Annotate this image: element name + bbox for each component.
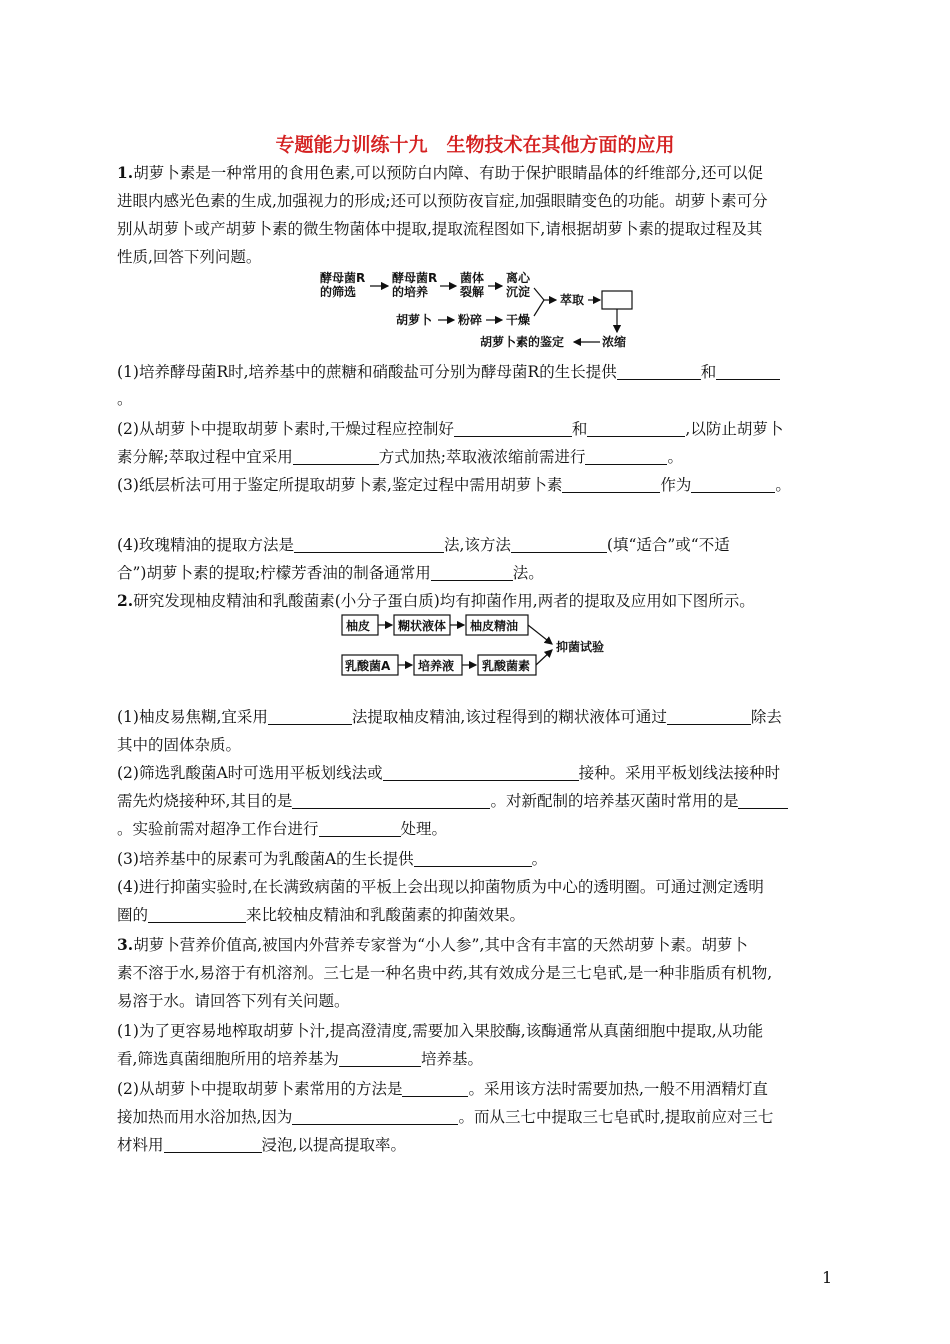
q2-p2-text-a: (2)筛选乳酸菌A时可选用平板划线法或 [117, 764, 383, 782]
q3-p2-text-c: 接加热而用水浴加热,因为 [117, 1108, 293, 1126]
answer-blank[interactable] [383, 764, 579, 781]
q2-part4-line-2 [117, 904, 525, 926]
flow-medium: 培养液 [418, 659, 455, 673]
q1-p4-text-e: 法。 [512, 564, 544, 582]
flow-oil: 柚皮精油 [470, 619, 519, 633]
page-title: 专题能力训练十九 生物技术在其他方面的应用 [275, 134, 675, 156]
q2-p2-text-c: 需先灼烧接种环,其目的是 [117, 792, 293, 810]
q1-intro-line-2: 进眼内感光色素的生成,加强视力的形成;还可以预防夜盲症,加强眼睛变色的功能。胡萝卜素可分 [117, 192, 768, 210]
q2-p1-text-a: (1)柚皮易焦糊,宜采用 [117, 708, 268, 726]
q2-intro-line [117, 590, 755, 612]
q1-part3-line [117, 474, 791, 496]
flow-yeast-select-2: 的筛选 [320, 285, 357, 299]
q1-p3-text-a: (3)纸层析法可用于鉴定所提取胡萝卜素,鉴定过程中需用胡萝卜素 [117, 476, 563, 494]
flow-paste: 糊状液体 [398, 619, 447, 633]
flow-concentrate: 浓缩 [602, 335, 627, 349]
answer-blank[interactable] [738, 792, 788, 809]
answer-blank[interactable] [587, 420, 685, 437]
answer-blank[interactable] [293, 448, 379, 465]
q3-p1-text-b: 看,筛选真菌细胞所用的培养基为 [117, 1050, 339, 1068]
q1-p4-text-a: (4)玫瑰精油的提取方法是 [117, 536, 294, 554]
q1-p4-text-d: 合”)胡萝卜素的提取;柠檬芳香油的制备通常用 [117, 564, 431, 582]
q3-part1-line-1: (1)为了更容易地榨取胡萝卜汁,提高澄清度,需要加入果胶酶,该酶通常从真菌细胞中提取,从功能 [117, 1022, 764, 1040]
q3-p2-text-d: 。而从三七中提取三七皂甙时,提取前应对三七 [458, 1108, 774, 1126]
q1-p1-text-a: (1)培养酵母菌R时,培养基中的蔗糖和硝酸盐可分别为酵母菌R的生长提供 [117, 363, 617, 381]
q1-p3-text-b: 作为 [660, 476, 692, 494]
q1-intro-text-1: 胡萝卜素是一种常用的食用色素,可以预防白内障、有助于保护眼睛晶体的纤维部分,还可以促 [133, 164, 764, 182]
q2-p3-text-b: 。 [531, 850, 548, 868]
flow-peel: 柚皮 [346, 619, 371, 633]
q1-part2-line-2 [117, 446, 683, 468]
flow-test: 抑菌试验 [556, 640, 605, 654]
q2-p1-text-b: 法提取柚皮精油,该过程得到的糊状液体可通过 [351, 708, 667, 726]
answer-blank[interactable] [431, 564, 513, 581]
q1-part1-line-1 [117, 361, 780, 383]
q3-part1-line-2 [117, 1048, 483, 1070]
q3-intro-text-1: 胡萝卜营养价值高,被国内外营养专家誉为“小人参”,其中含有丰富的天然胡萝卜素。胡萝卜 [133, 936, 748, 954]
q1-p1-text-b: 和 [700, 363, 717, 381]
flow-yeast-culture-2: 的培养 [392, 285, 429, 299]
q2-part2-line-1 [117, 762, 780, 784]
q2-number: 2. [117, 591, 134, 610]
q3-number: 3. [117, 935, 134, 954]
q1-p2-text-c: ,以防止胡萝卜 [685, 420, 784, 438]
flow-lacticin: 乳酸菌素 [482, 659, 531, 673]
q3-p1-text-c: 培养基。 [420, 1050, 483, 1068]
answer-blank[interactable] [339, 1050, 421, 1067]
q1-p2-text-b: 和 [571, 420, 588, 438]
flow-identify: 胡萝卜素的鉴定 [480, 335, 565, 349]
q2-part4-line-1: (4)进行抑菌实验时,在长满致病菌的平板上会出现以抑菌物质为中心的透明圈。可通过测定透明 [117, 878, 764, 896]
q1-intro-line-1 [117, 162, 763, 184]
q1-intro-line-4: 性质,回答下列问题。 [117, 248, 262, 266]
answer-blank[interactable] [691, 476, 775, 493]
flow-dry: 干燥 [506, 313, 531, 327]
q1-p2-text-d: 素分解;萃取过程中宜采用 [117, 448, 293, 466]
q2-p2-text-b: 接种。采用平板划线法接种时 [578, 764, 781, 782]
answer-blank[interactable] [148, 906, 246, 923]
q1-p2-text-e: 方式加热;萃取液浓缩前需进行 [378, 448, 586, 466]
q3-intro-line-1 [117, 934, 748, 956]
answer-blank[interactable] [268, 708, 352, 725]
q1-p2-text-a: (2)从胡萝卜中提取胡萝卜素时,干燥过程应控制好 [117, 420, 454, 438]
q1-p2-text-f: 。 [667, 448, 683, 466]
q2-p1-text-c: 除去 [750, 708, 782, 726]
flow-extraction: 萃取 [560, 293, 585, 307]
q2-part2-line-2 [117, 790, 788, 812]
q3-p2-text-b: 。采用该方法时需要加热,一般不用酒精灯直 [468, 1080, 768, 1098]
answer-blank[interactable] [617, 363, 701, 380]
q2-part1-line-2: 其中的固体杂质。 [117, 736, 242, 754]
answer-blank[interactable] [294, 536, 444, 553]
q2-part1-line-1 [117, 706, 782, 728]
answer-blank[interactable] [414, 850, 532, 867]
q1-part2-line-1 [117, 418, 783, 440]
answer-blank[interactable] [511, 536, 607, 553]
answer-blank[interactable] [716, 363, 780, 380]
q3-part2-line-3 [117, 1134, 406, 1156]
q1-number: 1. [117, 163, 134, 182]
flow-yeast-select-1: 酵母菌R [320, 271, 366, 285]
answer-blank[interactable] [402, 1080, 468, 1097]
q2-p4-text-c: 来比较柚皮精油和乳酸菌素的抑菌效果。 [246, 906, 526, 924]
flow-blank-box [602, 291, 632, 309]
q3-intro-line-2: 素不溶于水,易溶于有机溶剂。三七是一种名贵中药,其有效成分是三七皂甙,是一种非脂质有机物, [117, 964, 773, 982]
q2-part2-line-3 [117, 818, 447, 840]
flow-centrifuge-1: 离心 [506, 271, 531, 285]
q1-intro-line-3: 别从胡萝卜或产胡萝卜素的微生物菌体中提取,提取流程图如下,请根据胡萝卜素的提取过程及其 [117, 220, 763, 238]
q1-p4-text-c: (填“适合”或“不适 [606, 536, 730, 554]
q3-part2-line-2 [117, 1106, 773, 1128]
q3-p2-text-a: (2)从胡萝卜中提取胡萝卜素常用的方法是 [117, 1080, 403, 1098]
flow-crush: 粉碎 [458, 313, 483, 327]
q1-flowchart [300, 266, 660, 356]
answer-blank[interactable] [454, 420, 572, 437]
q2-p4-text-b: 圈的 [117, 906, 149, 924]
page-number: 1 [822, 1268, 833, 1287]
q1-p3-text-c: 。 [775, 476, 791, 494]
answer-blank[interactable] [319, 820, 401, 837]
q3-p2-text-e: 材料用 [117, 1136, 164, 1154]
q3-p2-text-f: 浸泡,以提高提取率。 [261, 1136, 406, 1154]
q2-intro-text: 研究发现柚皮精油和乳酸菌素(小分子蛋白质)均有抑菌作用,两者的提取及应用如下图所示。 [133, 592, 755, 610]
q2-p2-text-e: 。实验前需对超净工作台进行 [117, 820, 319, 838]
flow-lysis-1: 菌体 [460, 271, 485, 285]
q1-part4-line-1 [117, 534, 730, 556]
q1-p4-text-b: 法,该方法 [443, 536, 511, 554]
answer-blank[interactable] [164, 1136, 262, 1153]
flow-centrifuge-2: 沉淀 [506, 285, 531, 299]
q2-p3-text-a: (3)培养基中的尿素可为乳酸菌A的生长提供 [117, 850, 414, 868]
flow-yeast-culture-1: 酵母菌R [392, 271, 438, 285]
q2-p2-text-d: 。对新配制的培养基灭菌时常用的是 [490, 792, 739, 810]
flow-lab: 乳酸菌A [345, 659, 391, 673]
q2-part3-line [117, 848, 547, 870]
answer-blank[interactable] [562, 476, 660, 493]
q2-flowchart [340, 612, 620, 680]
q3-part2-line-1 [117, 1078, 768, 1100]
flow-carrot: 胡萝卜 [396, 313, 433, 327]
answer-blank[interactable] [292, 1108, 458, 1125]
q1-part4-line-2 [117, 562, 544, 584]
answer-blank[interactable] [585, 448, 667, 465]
q1-part1-line-2: 。 [117, 390, 133, 408]
answer-blank[interactable] [292, 792, 490, 809]
q2-p2-text-f: 处理。 [400, 820, 448, 838]
flow-lysis-2: 裂解 [460, 285, 485, 299]
q3-intro-line-3: 易溶于水。请回答下列有关问题。 [117, 992, 350, 1010]
answer-blank[interactable] [667, 708, 751, 725]
